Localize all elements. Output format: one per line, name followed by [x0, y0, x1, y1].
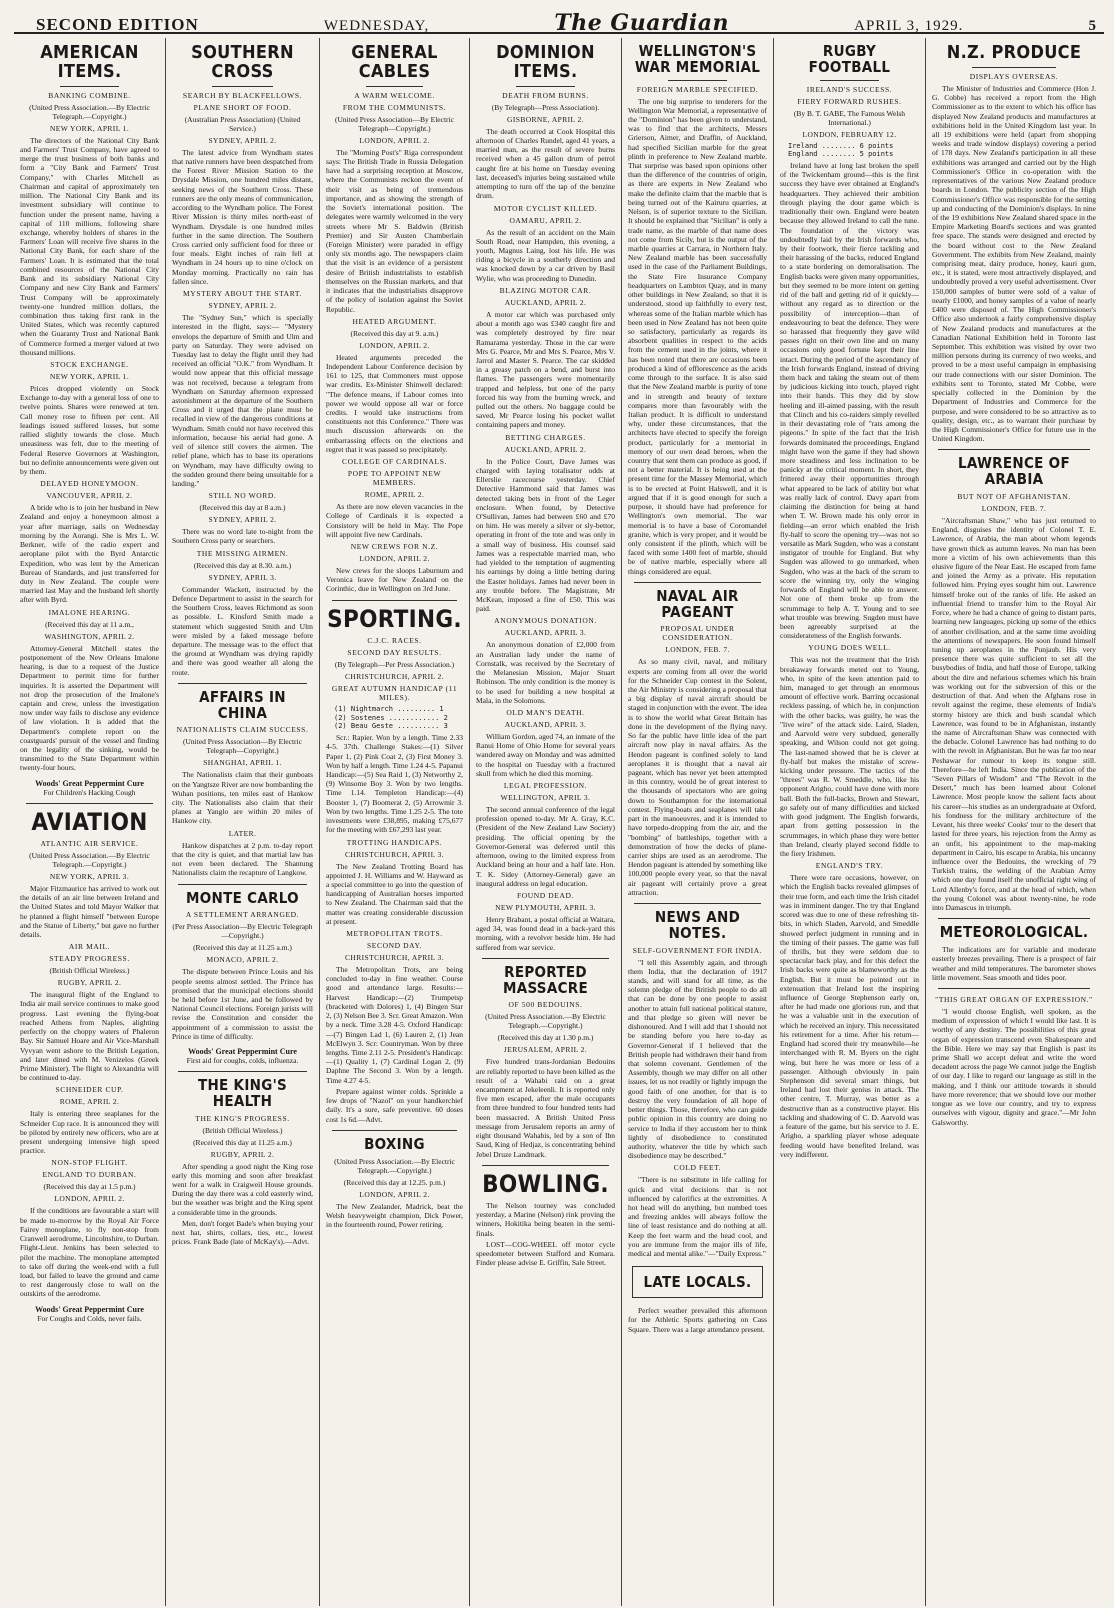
divider: [178, 1071, 307, 1072]
article-body: "There is no substitute in life calling for quick and vital decisions that is not influenced by calorifics at the extremities. A hot head will do anything, but numbed toes and freezing ankles will always follow the line of least resistance and do nothing at all. Keep the feet warm and the head cool, and you are immune from the major ills of life, medical and mental alike."—"Daily Express.": [628, 1175, 767, 1259]
subhead: MOTOR CYCLIST KILLED.: [493, 203, 598, 213]
subhead: FIERY FORWARD RUSHES.: [797, 96, 902, 106]
subhead: MYSTERY ABOUT THE START.: [183, 289, 302, 299]
dateline: GISBORNE, APRIL 2.: [507, 114, 584, 124]
article-body: The Metropolitan Trots, are being concluded to-day in fine weather. Course good and attendance large. Results:— Harvest Handicap:—(2) Trumpetsp (bracketed with Dolores) 1, (4) Bingen Star 2, (3) Nelson Bee 3. Scr. Great Amazon. Won by a neck. Time 3.28 4-5. Oxford Handicap:—(7) Bingen Lad 1, (6) Lauren 2, (1) Jean McElwyn 3. Scr: Countryman. Won by three lengths. Time 2.11 2-5. President's Handicap:—(1) Quality 1, (7) Cardinal Logan 2, (9) Daphne The Second 3. Won by a length. Time 4.27 4-5.: [326, 965, 463, 1085]
race-title: GREAT AUTUMN HANDICAP (11 MILES).: [331, 683, 458, 702]
article-body: Hankow dispatches at 2 p.m. to-day report that the city is quiet, and that martial law has not even been declared. The Shantung Nationalists claim the recapture of Langkow.: [172, 840, 313, 878]
article-body: The "Morning Post's" Riga correspondent says: The British Trade in Russia Delegation have had a surprising reception at Moscow, where the Communists reckon the event of their visit as being of tremendous importance, and as showing the strength of the Soviet's international position. The delegates were warmly welcomed in the very streets where Mr S. Baldwin (British Premier) and Sir Austen Chamberlain (Foreign Minister) were paraded in effigy only six months ago. The newspapers claim that the visit is an evidence of a persistent desire of British industrialists to establish themselves on the Russian markets, and that it indicates that the industrialists disapprove of the policy of isolation against the Soviet Republic.: [326, 147, 463, 314]
headline-monte-carlo: MONTE CARLO: [186, 888, 299, 907]
subhead: LEGAL PROFESSION.: [503, 781, 588, 791]
dateline: JERUSALEM, APRIL 2.: [503, 1045, 588, 1055]
article-body: The indications are for variable and moderate easterly breezes prevailing. There is a prospect of fair weather and mild temperatures. The barometer shows little movement. Seas smooth and tides poor.: [932, 945, 1096, 982]
subhead: A SETTLEMENT ARRANGED.: [185, 910, 300, 920]
subhead: ENGLAND'S TRY.: [815, 861, 884, 871]
article-body: The Minister of Industries and Commerce (Hon J. G. Cobbe) has received a report from the High Commissioner as to the extent to which his office has displayed New Zealand products and manufactures at exhibitions held in the United Kingdom last year. In all 19 exhibitions were held (apart from shopping weeks and trade window displays) covering a period of 178 days. New Zealand's participation in all these exhibitions was arranged and carried out by the High Commissioner's Office in co-operation with the representatives of the various New Zealand produce boards in London. The publicity section of the High Commissioner's Office was responsible for the setting up and conducting of the Dominion's displays. In nine of the 19 exhibitions New Zealand shared space in the Empire Marketing Board's sections and was granted free space. The stands were designed and erected by the board without cost to the New Zealand Government. The exhibits from New Zealand, mainly comprising meat, dairy produce, honey, kauri gum, etc., it is stated, were most attractively displayed, and undoubtedly proved a very useful advertisement. Over 150,000 samples of butter were sold of a value of nearly £1000, and honey samples of a value of nearly £400 were disposed of. The High Commissioner's Office also undertook a fairly comprehensive display of New Zealand products and manufactures at the Canadian National Exhibition held in Toronto last September. This exhibition was visited by over two million persons during its currency of two weeks, and proved to be a most useful campaign in emphasising our trade connections with our sister Dominion. The exhibits sent to Toronto, stated Mr Cobbe, were specially collected in the Dominion by the Department of Industries and Commerce for the purpose, and were considered to be so attractive as to quality, design, etc., as to warrant their purchase by the High Commissioner's Office for future use in the United Kingdom.: [932, 83, 1096, 444]
divider: [178, 683, 307, 684]
article-body: As so many civil, naval, and military experts are coming from all over the world for the Schneider Cup contest in the Solent, the Air Ministry is considering a proposal that a big display of naval aircraft should be staged in conjunction with the event. The idea is to show the world what Great Britain has done in the development of the flying navy. So far the public have little idea of the part aircraft now play in naval affairs. As the Hendon pageant is confined solely to land aeroplanes it is thought that a naval air pageant, which has never yet been attempted in this country, would be of great interest to the thousands of spectators who are going down to Southampton for the international contest. Flying-boats and seaplanes will take part in the manoeuvres, and it is intended to have torpedo-dropping from the air, and the "bombing" of battleships, together with a demonstration of how the decks of plane-carrier ships are used as an aerodrome. The Hendon pageant is attended by something like 100,000 people every year, so that the naval air pageant will certainly prove a great attraction.: [628, 657, 767, 897]
dateline: OAMARU, APRIL 2.: [509, 215, 582, 225]
article-body: The directors of the National City Bank and Farmers' Trust Company, have agreed to merge the trust business of both banks and form a "City Bank and Farmers' Trust Company," with Charles Mitchell as Chairman and capital of approximately ten million. The National City Bank and its investment subsidiary will continue to function under the present name, having a capital of 110 millions, following share exchange, whereby holders of shares in the Farmers' Loan will receive five shares in the National City Bank, for each share of the Farmers' Loan. It is estimated that the total combined resources of the National City Bank and its subsidiary National City Company and new City Bank and Farmers' Trust Company will be approximately twenty-one hundred million dollars, the combination thus taking first rank in the United States, which was recently captured when the Guaranty Trust and National Bank of Commerce formed a merger valued at two thousand millions.: [20, 135, 159, 357]
subhead: "THIS GREAT ORGAN OF EXPRESSION.": [935, 994, 1093, 1004]
credit-line: (By B. T. GABE, The Famous Welsh International.): [793, 108, 906, 127]
advert-text: Prepare against winter colds. Sprinkle a few drops of "Nazol" on your handkerchief daily. It's a sure, safe preventive. 60 doses cost 1s 6d.—Advt.: [326, 1086, 463, 1124]
headline-kings-health: THE KING'S HEALTH: [197, 1076, 288, 1110]
headline-war-memorial: WELLINGTON'S WAR MEMORIAL: [634, 42, 761, 76]
article-body: Attorney-General Mitchell states the postponement of the New Orleans Imalone hearing, is due to a request of the Justice Department to permit time for further inquiries. It is asserted the Department will not drop the prosecution of the Imalone's captain and crew, unless the investigation now under way fails to disclose any evidence of law violation. It is added that the Department's complete report on the coastguards' pursuit of the vessel and finding on the legality of the sinking, would be transmitted to the State Department within twenty-four hours.: [20, 643, 159, 773]
article-body: The one big surprise to tenderers for the Wellington War Memorial, a representative of the "Dominion" has been given to understand, was to find that the architects, Messrs Grierson, Aimer, and Draffin, of Auckland, had specified Sicilian marble for the great plinth in preference to New Zealand marble. That surprise was based upon opinions other than the difference of the countries of origin, as there are experts in New Zealand who make the definite claim that the marble that is being turned out of the Kairuru quarries, at Nelson, is of superior texture to the Sicilian. It should be explained that "Sicilian" is only a trade name, as the marble of that name does not come from Sicily, but is the output of the marble quarries at Carrara, in Northern Italy. New Zealand marble has been successfully used in the case of the Parliament Buildings, the State Fire Insurance Company headquarters on Lambton Quay, and in many other buildings in New Zealand, so that it is understood, stood up faithfully to every test, whereas some of the Italian marble which has been used in New Zealand has not been quite so satisfactory, particularly as regards its absorbent qualities in respect to the acids from the cement used in the joints, where it has been noted that there are occasions been produced a kind of efflorescence as the acids come through to the surface. It is also said that the New Zealand marble is purity of tone and in strength and beauty of texture compares more than favourably with the Italian product. It is difficult to understand why, under these circumstances, that the architects have elected to specify the foreign product, particularly for a memorial in memory of our own dead heroes, when the country that sent them can produce as good, if not a better material. It is being used at the present time for the Massey Memorial, which is to be erected at Point Halswell, and it is argued that if it is good enough for such a purpose, it should have had preference for Wellington's own memorial. The war memorial is to have a base of Coromandel granite, which is very proper, and it would be only consistent if the plinth, which will be faced with some 1400 feet of marble, should be of native marble, especially where all things considered are equal.: [628, 96, 767, 576]
article-body: Perfect weather prevailed this afternoon for the Athletic Sports gathering on Cass Square. There was a large attendance present.: [628, 1306, 767, 1334]
subhead: STEADY PROGRESS.: [49, 954, 130, 964]
headline-bowling: BOWLING.: [482, 1169, 609, 1198]
article-body: The New Zealander, Madrick, beat the Welsh heavyweight champion, Dick Power, in the fourteenth round, Power retiring.: [326, 1201, 463, 1229]
subhead: FOREIGN MARBLE SPECIFIED.: [636, 84, 759, 94]
dateline: NEW YORK, APRIL 1.: [49, 123, 130, 133]
article-body: If the conditions are favourable a start will be made to-morrow by the Royal Air Force Fairey monoplane, to fly non-stop from Cranwell aerodrome, Lincolnshire, to Durban. Flight-Lieut. Jenkins has been selected to pilot the machine. The monoplane attempted to take off during the week-end with a full load, but failed to leave the ground and came to rest dangerously close to wall on the outskirts of the aerodrome.: [20, 1206, 159, 1299]
headline-lawrence-of-arabia: LAWRENCE OF ARABIA: [958, 454, 1070, 489]
subhead: STOCK EXCHANGE.: [50, 360, 129, 370]
credit-line: (By Telegraph—Per Press Association.): [334, 659, 455, 669]
credit-line: (Australian Press Association) (United Service.): [184, 114, 301, 133]
issue-date: APRIL 3, 1929.: [854, 18, 964, 34]
advert-text: First aid for coughs, colds, influenza.: [186, 1056, 299, 1066]
credit-line: (United Press Association.—By Electric Telegraph.—Copyright.): [485, 1012, 606, 1031]
article-body: The latest advice from Wyndham states that native runners have been despatched from the Forest River Mission Station to the Drysdale Mission, one hundred miles distant, seeking news of the Southern Cross. These runners are the only means of communication, according to the Wyndham police. The Forest River Mission is thirty miles north-east of Wyndham. Drysdale is one hundred miles further in the same direction. The Southern Cross carried only sufficient food for three or four meals. Eight inches of rain fell at Wyndham in 24 hours up to nine o'clock on Monday morning. Practically no rain has fallen since.: [172, 147, 313, 286]
dateline: AUCKLAND, APRIL 2.: [504, 444, 587, 454]
article-body: Ireland have at long last broken the spell of the Twickenham ground—this is the first success they have ever obtained at England's headquarters. They achieved their ambition through playing the dour game which is traditionally their own. England were beaten because they allowed Ireland to call the tune. The foundation of the victory was undoubtedly laid by the Irish forwards who, by their footwork, their fierce tackling and their harassing of the backs, reduced England to a state bordering on demoralisation. The English backs were given many opportunities, but they seemed to be more intent on getting rid of the ball and getting rid of it quickly—without any regard as to direction or the possibility of interception—than of endeavouring to beat the defence. They were so harassed that frequently they gave wild passes right on their own line and on many occasions only good fortune kept their line intact. During the period of the ascendancy of the Irish forwards England, instead of driving them back and taking the steam out of them by judicious kicking into touch, played right into their hands. This they did by slow heeling and ill-aimed passing, with the result that Clinch and his co-raiders simply revelled in their devastating role of "rats among the pigeons." In spite of the fact that the Irish forwards dominated the proceedings, England might have won the game if they had shown more steadiness and less inclination to be panicky at the critical moment. In short, they frittered away their opportunities through what appeared to be lack of ability but what was really lack of control. Davy apart from claiming the distinction for being at hand when T. W. Brown made his only error in fielding—an error which enabled the Irish fly-half to score the opening try—was not so versatile as Mark Sugden, who was a constant instigator of trouble for England. But why Sugden was allowed to go unmarked, when Sugden, who was at the back of the scrum to score the winning try, only the winging forwards of England will be able to answer. Not one of them broke up from the scrummage to help A. T. Young and to see what trouble was brewing. Sugden must have been agreeably surprised at the considerateness of the English forwards.: [780, 161, 919, 641]
divider: [634, 582, 761, 583]
subhead: NEW CREWS FOR N.Z.: [350, 542, 439, 551]
article-body: Prices dropped violently on Stock Exchange to-day with a general loss of one to twelve points. Shares were renewed at ten. Call money rose to fifteen per cent. All leadings issued suffered losses, but some rallied slightly towards the close. Much uneasiness was felt, due to the meeting of Federal Reserve Governors at Washington, but no definite announcements were given out by them.: [20, 384, 159, 476]
article-body: Italy is entering three seaplanes for the Schneider Cup race. It is announced they will be piloted by entirely new officers, who are at present undergoing intensive high speed practice.: [20, 1109, 159, 1156]
dateline: SYDNEY, APRIL 2.: [208, 515, 277, 525]
subhead: BUT NOT OF AFGHANISTAN.: [957, 491, 1071, 501]
credit-line: (United Press Association—By Electric Telegraph—Copyright.): [335, 114, 454, 133]
page-number: 5: [1088, 18, 1096, 34]
divider: [482, 958, 609, 959]
subhead: NATIONALISTS CLAIM SUCCESS.: [176, 725, 309, 735]
advert-title: Woods' Great Peppermint Cure: [35, 778, 144, 788]
divider: [516, 86, 575, 87]
dateline: LONDON, APRIL 2.: [359, 554, 430, 563]
divider: [366, 86, 423, 87]
headline-meteorological: METEOROLOGICAL.: [939, 923, 1089, 942]
credit-line: (By Telegraph—Press Association).: [491, 102, 600, 112]
dateline: NEW YORK, APRIL 1.: [49, 372, 130, 382]
divider: [178, 884, 307, 885]
article-body: Major Fitzmaurice has arrived to work out the details of an air line between Ireland and the United States and told Mayor Walker that he planned a flight himself "between Europe and the Statue of Liberty," but gave no further details.: [20, 883, 159, 939]
advert-text: Men, don't forget Bade's when buying your next hat, shirts, collars, ties, etc., lowest prices. Frank Bade (late of McKay's).—Advt.: [172, 1218, 313, 1247]
subhead: ANONYMOUS DONATION.: [494, 616, 597, 626]
advert-text: For Coughs and Colds, never fails.: [37, 1313, 142, 1323]
divider: [972, 67, 1056, 68]
subhead: DELAYED HONEYMOON.: [40, 479, 139, 489]
headline-boxing: BOXING: [364, 1134, 425, 1153]
divider: [668, 80, 727, 81]
masthead: [14, 6, 1104, 34]
article-body: In the Police Court, Dave James was charged with laying totalisator odds at Ellerslie racecourse yesterday. Chief Detective Hammond said that James was detected taking bets in front of the Leger enclosure. When found, by Detective O'Sullivan, James had between £60 and £70 on him. He was merely a silver or sly-bettor, operating in front of the tote and was only in a small way of business. His counsel said James was a respectable married man, who had yielded to the temptation of augmenting his earnings by doing a little betting during the Easter holidays. James had never been in any trouble before. The Magistrate, Mr McKean, imposed a fine of £50. This was paid.: [476, 456, 615, 614]
divider: [26, 803, 153, 804]
divider: [332, 1130, 457, 1131]
headline-rugby-football: RUGBY FOOTBALL: [808, 42, 891, 76]
dateline: LONDON, APRIL 2.: [359, 1189, 430, 1199]
subhead: SEARCH BY BLACKFELLOWS.: [182, 90, 303, 100]
credit-line: (United Press Association.—By Electric Telegraph.—Copyright.): [29, 102, 150, 121]
newspaper-title: The Guardian: [554, 10, 730, 36]
credit-line: (United Press Association.—By Electric Telegraph.—Copyright.): [29, 850, 150, 869]
weekday: WEDNESDAY,: [323, 18, 430, 34]
article-body: "I would choose English, well spoken, as the medium of expression of which I would like last. It is worthy of any destiny. The possibilities of this great organ of expression transcend even Shakespeare and the Bible. Here we may say that English is past its prime Shall we accept defeat and write the word decadent across the page We cannot judge the English of our day. I like to regard our language as still in the making, and I think our attitude towards it should have more reverence; that we should love our mother tongue as we love our country, and try to express ourselves with vigour, dignity and grace."—Mr John Galsworthy.: [932, 1006, 1096, 1127]
article-body: The inaugural flight of the England to India air mail service continues to make good progress. Last evening the flying-boat reached Athens from Naples, alighting perfectly on the choppy waters of Phaleron Bay. Sir Samuel Hoare and Air Vice-Marshall Vyvyan went ashore to the British Legation, and later dined with M. Venizelos (Greek Prime Minister). The flight to Alexandria will be continued to-day.: [20, 990, 159, 1083]
headline-dominion-items: DOMINION ITEMS.: [496, 42, 595, 82]
dateline: NEW PLYMOUTH, APRIL 3.: [495, 903, 596, 912]
advert-text: For Children's Hacking Cough: [43, 787, 136, 797]
received-line: (Received this day at 1.5 p.m.): [43, 1182, 136, 1192]
article-body: The New Zealand Trotting Board has appointed J. H. Williams and W. Hayward as a special committee to go into the question of handicapping of Australian horses imported to New Zealand. The Chairman said that the matter was creating considerable discussion at present.: [326, 861, 463, 926]
divider: [212, 86, 273, 87]
divider: [332, 600, 457, 601]
subhead: NON-STOP FLIGHT.: [51, 1158, 128, 1168]
received-line: (Received this day at 1.30 p.m.): [497, 1033, 594, 1043]
article-body: The "Sydney Sun," which is specially interested in the flight, says:— "Mystery envelops the departure of Smith and Ulm and party on Saturday. They were advised on Tuesday last to delay the flight until they had received an official "O.K." from Wyndham. It would now appear that this official message was not received, because a telegram from Wyndham on Saturday afternoon expressed astonishment at the departure of the Southern Cross and it urged that the plane must be recalled in view of the dangerous conditions at Wyndham. Smith could not have received this information, because his aerial had gone. A veil of silence still covers the airmen. The relief plane, which has to base its operations on Wyndham, may have difficulty owing to the sudden ground there being unsuitable for a landing.": [172, 313, 313, 488]
dateline: NEW YORK, APRIL 3.: [49, 871, 130, 881]
subhead: BETTING CHARGES.: [505, 432, 586, 442]
subhead: FOUND DEAD.: [516, 891, 575, 900]
article-body: As there are now eleven vacancies in the College of Cardinals it is expected a Consistory will be held in May. The Pope will appoint five new Cardinals.: [326, 502, 463, 539]
subhead: FROM THE COMMUNISTS.: [342, 102, 447, 112]
article-body: William Gordon, aged 74, an inmate of the Ranui Home of Ohio Home for several years wandered away on Monday and was admitted to the hospital on Tuesday with a fractured skull from which he died this morning.: [476, 731, 615, 778]
subhead: YOUNG DOES WELL.: [808, 643, 891, 653]
subhead: DEATH FROM BURNS.: [502, 90, 589, 100]
dateline: CHRISTCHURCH, APRIL 2.: [345, 671, 444, 681]
dateline: CHRISTCHURCH, APRIL 3.: [345, 953, 444, 963]
subhead: ENGLAND TO DURBAN.: [42, 1170, 137, 1180]
headline-american-items: AMERICAN ITEMS.: [40, 42, 139, 82]
dateline: VANCOUVER, APRIL 2.: [46, 491, 133, 501]
dateline: LONDON, APRIL 2.: [359, 340, 430, 350]
headline-news-and-notes: NEWS AND NOTES.: [654, 908, 741, 942]
credit-line: (British Official Wireless.): [49, 966, 130, 976]
dateline: SHANGHAI, APRIL 1.: [203, 758, 282, 768]
article-body: "Aircraftsman Shaw," who has just returned to England, disguises the identity of Colonel T. E. Lawrence, of Arabia, the man about whom legends have grown thick as autumn leaves. No man has been more a victim of his own achievements than this elusive figure of the Near East. He escaped from fame and joined the Army as a private. His reputation followed him. Prying eyes sought him out. Lawrence himself broke out of the ranks of life. He asked an influential friend to transfer him to the Royal Air Force, where he had a chance of going to distant parts, learning new languages, picking up some of the ethics of another civilisation, and at the same time avoiding the attentions of newspapers. He soon found himself tuning up aeroplanes in the Punjaub. His very presence there was quite sufficient to set all the busybodies of India, and half those of Europe, talking about the dire and nefarious schemes which his brain was working out for the subversion of this or the destruction of that. And when the Afghans rose in revolt against the regime, these elements of India's stormy history are thick and bush scandal which Lawrence, was found to be in Afghanistan, instantly the name of Aircraftsman Shaw was connected with the debacle. Colonel Lawrence has had nothing to do with the revolt in Afghanistan. But he was far too near Peshawar for rumour to keep its tongue still. Therefore—he left India. Since the publication of the "Seven Pillars of Wisdom" and "The Revolt in the Desert," much has been learned about Colonel Lawrence. Most people know the salient facts about his career—his studies as an undergraduate at Oxford, his fondness for the military architecture of the Levant, his three weeks' Cooks' tour to the desert that lasted for three years, his rejection from the Army as an unfit, his appointment to the map-making department in Cairo, his escape to Arabia, his uncanny influence over the Bedouins, the wrecking of 79 Turkish trains, the welding of the Arabian Army which one day found itself the unofficial right wing of Lord Allenby's force, and at the head of which, when the young Colonel was about twenty-nine, he rode into Damascus in triumph.: [932, 515, 1096, 913]
subhead: SCHNEIDER CUP.: [55, 1085, 124, 1095]
divider: [60, 86, 119, 87]
article-body: A bride who is to join her husband in New Zealand and enjoy a honeymoon almost a year after marriage, sails on Wednesday morning by the Aorangi. She is Mrs L. W. Berkner, wife of the radio expert and aeroplane pilot with the Byrd Antarctic Expedition, who was lent by the American Bureau of Standards, and just transferred for duty in New Zealand. The couple were married last May and the husband left shortly after with Byrd.: [20, 503, 159, 605]
divider: [482, 1165, 609, 1166]
divider: [634, 903, 761, 904]
article-body: There was no word late to-night from the Southern Cross party or searchers.: [172, 527, 313, 546]
article-body: "I tell this Assembly again, and through them India, that the declaration of 1917 stands, and will stand for all time, as the solemn pledge of the British people to do all that can be done by one people to assist another to attain full national political stature, and that pledge so given will never be dishonoured. And I will add that I should not be standing before you here to-day as Governor-General if I believed that the British people had withdrawn their hand from that solemn covenant. Gentlemen of the Assembly, though we may differ on all other issues, let us not readily or lightly impugn the good faith of one another, for that is to destroy the very foundation of all hope of better things. Those, therefore, who can guide public opinion in this country are doing no service to India if they accustom her to think lightly of disobedience to constituted authority, whatever the title by which such disobedience may be described.": [628, 957, 767, 1161]
dateline: LONDON, FEB. 7.: [665, 645, 730, 655]
article-body: The Nationalists claim that their gunboats on the Yangtsze River are now bombarding the Wuhan positions, ten miles east of Hankow city. The Nationalists also claim that their planes at Yanglo are within 20 miles of Hankow city.: [172, 770, 313, 826]
dateline: LONDON, APRIL 2.: [54, 1194, 125, 1204]
subhead: COLD FEET.: [673, 1163, 722, 1173]
column-5: [622, 38, 774, 1606]
article-body: After spending a good night the King rose early this morning and soon after breakfast went for a walk in Craigweil House grounds. During the day there was a cold easterly wind, but the weather was bright and the King spent a considerable time in the grounds.: [172, 1161, 313, 1217]
divider: [938, 918, 1090, 919]
article-body: The second annual conference of the legal profession opened to-day. Mr A. Gray, K.C. (President of the New Zealand Law Society) presiding. The official opening by the Governor-General was deferred until this afternoon, owing to the limited express from Auckland being an hour and a half late. Hon. T. K. Sidey (Attorney-General) gave an inaugural address on legal education.: [476, 805, 615, 888]
subhead: ATLANTIC AIR SERVICE.: [40, 838, 139, 848]
headline-general-cables: GENERAL CABLES: [351, 42, 438, 82]
dateline: LONDON, FEB. 7.: [981, 503, 1047, 513]
late-locals-box: [632, 1266, 763, 1298]
column-1: [14, 38, 166, 1606]
article-body: Heated arguments preceded the Independent Labour Conference decision by 161 to 125, that Commoners must oppose war credits. Ex-Minister Shinwell declared: "The defence means, if Labour comes into power we would oppose all war or force credits. I would take instructions from constituents not this Conference." There was much discussion afterwards on the embarrassing effects on the elections and regret that it was passed so precipitately.: [326, 352, 463, 454]
headline-affairs-in-china: AFFAIRS IN CHINA: [199, 687, 286, 722]
dateline: WELLINGTON, APRIL 3.: [500, 793, 591, 803]
article-body: This was not the treatment that the Irish breakaway forwards meted out to Young, who, in spite of the keen attention paid to him, managed to get through an enormous amount of effective work. Barring occasional reckless passing, of which he, in conjunction with the other backs, was guilty, he was the "live wire" of the attack side. Laird, Sladen, and Aarvold were very subdued, generally speaking, and Wilson could not get going. The last-named showed that he is clever at fly-half but makes the mistake of screw-kicking under pressure. The tactics of the "threes" was R. W. Smeddle, who, like his opponent Arigho, could have done with more ball. Both the full-backs, Brown and Stewart, go safely out of many difficulties and kicked with good judgment. The English forwards, apart from getting possession in the scrummages, in which phase they were better than Ireland, clearly played second fiddle to the fiery Irishmen.: [780, 655, 919, 858]
article-body: Scr.: Rapier. Won by a length. Time 2.33 4-5. 37th. Challenge Stakes:—(1) Silver Paper 1, (2) Pink Coat 2, (3) First Money 3. Won by half a length. Time 1.24 4-5. Papanui Handicap:—(5) Sea Raid 1, (3) Networthy 2, (9) Winsome Boy 3. Won by two lengths. Time 1.14. Templeton Handicap:—(4) Booster 1, (7) Boomerat 2, (5) Arrowmir 3. Won by two lengths. Time 1.25 2-5. The tote investments were £38,895, making £75,677 for the meeting with £67,293 last year.: [326, 733, 463, 835]
subhead: BANKING COMBINE.: [48, 90, 131, 100]
column-2: [166, 38, 320, 1606]
subhead: COLLEGE OF CARDINALS.: [342, 457, 447, 467]
received-line: (Received this day at 12.25. p.m.): [343, 1177, 446, 1187]
subhead: THE MISSING AIRMEN.: [196, 548, 289, 558]
headline-naval-air-pageant: NAVAL AIR PAGEANT: [656, 586, 739, 621]
dateline: SYDNEY, APRIL 3.: [208, 572, 277, 582]
subhead: A WARM WELCOME.: [354, 90, 435, 100]
dateline: WASHINGTON, APRIL 2.: [44, 631, 135, 641]
headline-aviation: AVIATION: [31, 807, 148, 836]
received-line: (Received this day at 11.25 a.m.): [193, 1137, 292, 1147]
dateline: AUCKLAND, APRIL 3.: [504, 628, 587, 638]
subhead: METROPOLITAN TROTS.: [346, 929, 443, 939]
race-results: (1) Nightmarch ......... 1 (2) Sostenes ............ 2 (2) Beau Geste .......... 3: [334, 704, 448, 731]
received-line: (Received this day at 8 a.m.): [199, 503, 286, 513]
advert-title: Woods' Great Peppermint Cure: [188, 1047, 297, 1057]
subhead: STILL NO WORD.: [208, 491, 277, 501]
advert-title: Woods' Great Peppermint Cure: [35, 1304, 144, 1314]
article-body: As the result of an accident on the Main South Road, near Hampden, this evening, a youth, Magnus Laing, lost his life. He was riding a bicycle in a southerly direction and was knocked down by a car driven by Basil Wylie, who was proceeding to Dunedin.: [476, 227, 615, 283]
subhead: OLD MAN'S DEATH.: [506, 707, 585, 717]
article-body: Henry Brabant, a postal official at Waitara, aged 34, was found dead in a back-yard this morning, with a revolver beside him. He had suffered from war service.: [476, 915, 615, 952]
headline-reported-massacre: REPORTED MASSACRE: [502, 962, 588, 997]
article-body: An anonymous donation of £2,000 from an Australian lady under the name of Cornstalk, was received by the Secretary of the Melanesian Mission, Major Stuart Robinson. The only condition is the money is to be used for building a new hospital at Mala, in the Solomons.: [476, 640, 615, 705]
divider: [938, 988, 1090, 989]
subhead: TROTTING HANDICAPS.: [346, 837, 443, 847]
columns: [14, 38, 1104, 1606]
credit-line: (United Press Association.—By Electric Telegraph.—Copyright.): [334, 1156, 455, 1175]
column-6: [774, 38, 926, 1606]
subhead: HEATED ARGUMENT.: [352, 316, 437, 326]
divider: [938, 449, 1090, 450]
dateline: SYDNEY, APRIL 2.: [208, 301, 277, 311]
received-line: (Received this day at 8.30. a.m.): [193, 560, 292, 570]
dateline: ROME, APRIL 2.: [364, 490, 425, 500]
credit-line: (United Press Association—By Electric Telegraph—Copyright.): [183, 737, 302, 756]
article-body: There were rare occasions, however, on which the English backs revealed glimpses of their true form, and each time the Irish citadel was in imminent danger. The try that England scored was due to one of these refreshing tit-bits, in which Sladen, Aarvold, and Smeddle showed perfect judgment in running and in the timing of their passes. The game was full of thrills, but they were seldom due to spectacular back play, and for this defect the Irish backs were quite as blameworthy as the English. But it must be pointed out in extenuation that Ireland lost the inspiring influence of George Stephenson early on, after he had made one glorious run, and that he was a valuable unit in the execution of which he received an injury. This necessitated his retirement for a time. After his return—England had scored their try meanwhile—he interchanged with R. M. Byers on the right wing, but here he was more or less of a passenger. Although obviously in pain Stephenson did several smart things, but Ireland had lost their genius in attack. The other centre, T. Murray, was better as a destructive than as a constructive player. His tackling and shadowing of C. D. Aarvold was a feature of the game, but his service to J. E. Arigho, a sparkling player whose adequate feeding would have benefited Ireland, was very indifferent.: [780, 873, 919, 1159]
dateline: AUCKLAND, APRIL 3.: [504, 719, 587, 729]
dateline: LONDON, FEBRUARY 12.: [802, 129, 897, 139]
subhead: OF 500 BEDOUINS.: [508, 1000, 583, 1010]
subhead: PROPOSAL UNDER CONSIDERATION.: [660, 624, 735, 643]
dateline: RUGBY, APRIL 2.: [57, 978, 122, 988]
headline-nz-produce: N.Z. PRODUCE: [946, 42, 1082, 63]
advert-text: LOST—COG-WHEEL off motor cycle speedometer between Stafford and Kumara. Finder please advise E. Griffin, Sale Street.: [476, 1239, 615, 1268]
received-line: (Received this day at 11 a.m.,: [45, 619, 134, 629]
subhead: SECOND DAY RESULTS.: [347, 647, 442, 657]
credit-line: (British Official Wireless.): [202, 1125, 283, 1135]
dateline: LATER.: [228, 828, 257, 838]
column-4: [470, 38, 622, 1606]
subhead: PLANE SHORT OF FOOD.: [193, 102, 292, 112]
article-body: The dispute between Prince Louis and his people seems almost settled. The Prince has promised that the municipal elections should be held before 1st June, and be followed by National Council elections. Foreign jurists will revise the Constitution and consider the appointment of a commission to assist the Prince in time of difficulty.: [172, 967, 313, 1041]
received-line: (Received this day at 11.25 a.m.): [193, 943, 292, 953]
divider: [820, 80, 879, 81]
column-3: [320, 38, 470, 1606]
match-score: Ireland ........ 6 points England ........ 5 points: [788, 141, 894, 159]
dateline: MONACO, APRIL 2.: [206, 955, 279, 965]
article-body: The death occurred at Cook Hospital this afternoon of Charles Rundel, aged 41 years, a married man, as the result of severe burns received when a 45 gallon drum of petrol caught fire at his home on Tuesday evening last, deceased's injuries being sustained while attempting to turn off the tap of the benzine drum.: [476, 126, 615, 201]
column-7: [926, 38, 1102, 1606]
headline-southern-cross: SOUTHERN CROSS: [191, 42, 294, 82]
dateline: SYDNEY, APRIL 2.: [208, 135, 277, 145]
article-body: A motor car which was purchased only about a month ago was £340 caught fire and was completely destroyed by fire near Ramarama yesterday. Those in the car were Mrs G. Pearce, Mr and Mrs S. Pearce, Mrs V. Jarrol and Master S. Pearce. The car skidded in a greasy patch on a bend, and burst into flames. The passengers were momentarily trapped and helpless, but one of the party forced his way from the burning wreck, and pulled out the others. No baggage could be saved, Mr Pearce losing his pocket wallet containing papers and money.: [476, 309, 615, 430]
dateline: AUCKLAND, APRIL 2.: [504, 297, 587, 307]
subhead: IRELAND'S SUCCESS.: [806, 84, 893, 94]
subhead: AIR MAIL.: [68, 942, 111, 952]
subhead: SECOND DAY.: [367, 941, 422, 951]
article-body: New crews for the sloops Laburnum and Veronica leave for New Zealand on the Corinthic, due in Wellington on 3rd June.: [326, 566, 463, 594]
subhead: SELF-GOVERNMENT FOR INDIA.: [632, 945, 763, 955]
subhead: POPE TO APPOINT NEW MEMBERS.: [347, 469, 442, 488]
headline-late-locals: LATE LOCALS.: [643, 1273, 752, 1292]
subhead: DISPLAYS OVERSEAS.: [969, 71, 1059, 81]
subhead: BLAZING MOTOR CAR.: [499, 285, 592, 295]
subhead: C.J.C. RACES.: [367, 635, 422, 645]
dateline: RUGBY, APRIL 2.: [210, 1149, 275, 1159]
dateline: CHRISTCHURCH, APRIL 3.: [345, 849, 444, 859]
dateline: LONDON, APRIL 2.: [359, 135, 430, 145]
credit-line: (Per Press Association—By Electric Telegraph—Copyright.): [172, 922, 313, 941]
subhead: IMALONE HEARING.: [48, 607, 131, 617]
headline-sporting: SPORTING.: [327, 604, 462, 633]
edition-label: SECOND EDITION: [36, 15, 199, 34]
article-body: The Nelson tourney was concluded yesterday, a Marine (Nelson) rink proving the winners, Hokitika being beaten in the semi-finals.: [476, 1200, 615, 1238]
received-line: (Received this day at 9. a.m.): [350, 328, 439, 338]
article-body: Five hundred trans-Jordanian Bedouins are reliably reported to have been killed as the result of a Wahabi raid on a great encampment at Jekeleenli. It is reported only five men escaped, after the male occupants from three hundred to four hundred tents had been massacred. A British United Press message from Jerusalem reports an army of eight thousand Wahabis, led by a son of Ibn Saud, King of Hedjaz, is concentrating behind Jebel Druze Landmark.: [476, 1057, 615, 1159]
article-body: Commander Wackett, instructed by the Defence Department to assist in the search for the Southern Cross, leaves Richmond as soon as possible. L. Kinsford Smith made a statement which suggested Smith and Ulm were misled by a faked message before departure. The message was to the effect that the ground at Wyndham was drying rapidly and there was good weather all along the route.: [172, 584, 313, 677]
dateline: ROME, APRIL 2.: [59, 1097, 120, 1107]
subhead: THE KING'S PROGRESS.: [195, 1113, 290, 1123]
